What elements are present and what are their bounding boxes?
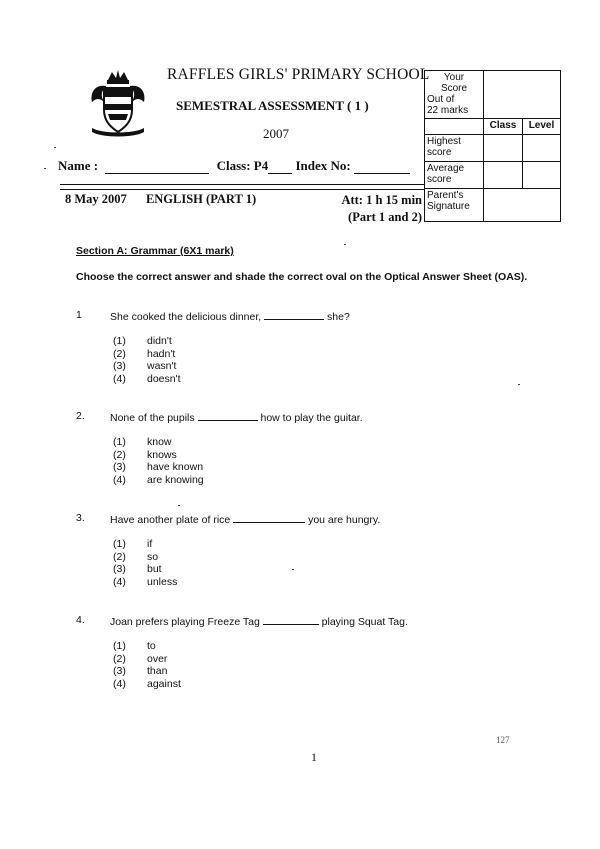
question-number: 2.	[76, 410, 85, 422]
scan-speck	[518, 384, 520, 385]
assessment-year: 2007	[263, 126, 289, 141]
scan-speck	[178, 505, 180, 506]
answer-blank	[263, 614, 319, 625]
answer-option[interactable]: (1) know	[113, 436, 172, 448]
highest-class-cell[interactable]	[483, 134, 523, 162]
highest-score-label-cell: Highest score	[424, 134, 484, 162]
row-spacer-cell	[424, 118, 484, 135]
time-allowed	[338, 192, 422, 226]
name-blank[interactable]	[105, 161, 209, 174]
average-level-cell[interactable]	[522, 161, 561, 189]
parent-signature-cell[interactable]	[483, 188, 561, 222]
answer-option[interactable]: (4) unless	[113, 575, 178, 588]
average-class-cell[interactable]	[483, 161, 523, 189]
answer-option[interactable]: (3) have known	[113, 461, 204, 474]
average-score-label-cell: Average score	[424, 161, 484, 189]
answer-blank	[264, 309, 324, 320]
answer-option[interactable]: (2) so	[113, 550, 159, 563]
class-blank[interactable]	[268, 161, 292, 174]
scan-speck	[44, 168, 46, 169]
header-divider-bottom	[60, 189, 425, 190]
answer-option[interactable]: (1) if	[113, 538, 153, 550]
scan-speck	[344, 244, 346, 245]
time-allowed-duration: Att: 1 h 15 min	[341, 193, 422, 207]
student-details-row	[58, 158, 410, 174]
section-title: Section A: Grammar (6X1 mark)	[76, 245, 234, 257]
exam-date: 8 May 2007	[65, 192, 127, 206]
answer-blank	[198, 410, 258, 421]
class-header-cell	[483, 118, 523, 135]
score-box	[424, 70, 561, 222]
question-number: 4.	[76, 614, 85, 626]
exam-subject: ENGLISH (PART 1)	[145, 192, 257, 206]
class-label: Class: P4	[216, 158, 269, 173]
margin-page-number: 127	[496, 735, 510, 745]
answer-option[interactable]: (1) to	[113, 640, 156, 652]
answer-option[interactable]: (3) than	[113, 665, 168, 678]
question-stem: She cooked the delicious dinner, she?	[110, 311, 350, 323]
scan-speck	[54, 147, 56, 148]
level-header: Level	[528, 120, 555, 131]
class-header: Class	[489, 120, 517, 131]
answer-option[interactable]: (4) doesn't	[113, 372, 181, 385]
section-instruction: Choose the correct answer and shade the correct oval on the Optical Answer Sheet (OAS).	[76, 271, 528, 283]
answer-option[interactable]: (3) but	[113, 563, 162, 576]
answer-option[interactable]: (2) knows	[113, 448, 177, 461]
index-blank[interactable]	[354, 161, 410, 174]
date-subject-row	[65, 192, 256, 207]
your-score-label-cell: Your Score Out of 22 marks	[424, 70, 484, 119]
question-number: 1	[76, 309, 82, 321]
scan-speck	[292, 569, 294, 570]
assessment-title: SEMESTRAL ASSESSMENT ( 1 )	[176, 98, 369, 113]
answer-option[interactable]: (4) against	[113, 677, 181, 690]
answer-option[interactable]: (3) wasn't	[113, 360, 177, 373]
school-crest-logo	[86, 68, 150, 140]
name-label: Name :	[58, 158, 99, 173]
answer-option[interactable]: (1) didn't	[113, 335, 172, 347]
time-allowed-parts: (Part 1 and 2)	[348, 210, 422, 224]
level-header-cell	[522, 118, 561, 135]
question-stem: Joan prefers playing Freeze Tag playing Squat Tag.	[110, 616, 408, 628]
parent-signature-label-cell: Parent's Signature	[424, 188, 484, 222]
school-name: RAFFLES GIRLS' PRIMARY SCHOOL	[167, 66, 430, 83]
answer-option[interactable]: (4) are knowing	[113, 473, 204, 486]
answer-option[interactable]: (2) over	[113, 652, 168, 665]
index-label: Index No:	[295, 158, 351, 173]
page-number: 1	[311, 750, 317, 764]
highest-level-cell[interactable]	[522, 134, 561, 162]
answer-option[interactable]: (2) hadn't	[113, 347, 176, 360]
answer-blank	[233, 512, 305, 523]
header-divider-top	[60, 184, 425, 185]
question-number: 3.	[76, 512, 85, 524]
your-score-value-cell[interactable]	[483, 70, 561, 119]
question-stem: Have another plate of rice you are hungry.	[110, 514, 381, 526]
question-stem: None of the pupils how to play the guitar.	[110, 412, 363, 424]
